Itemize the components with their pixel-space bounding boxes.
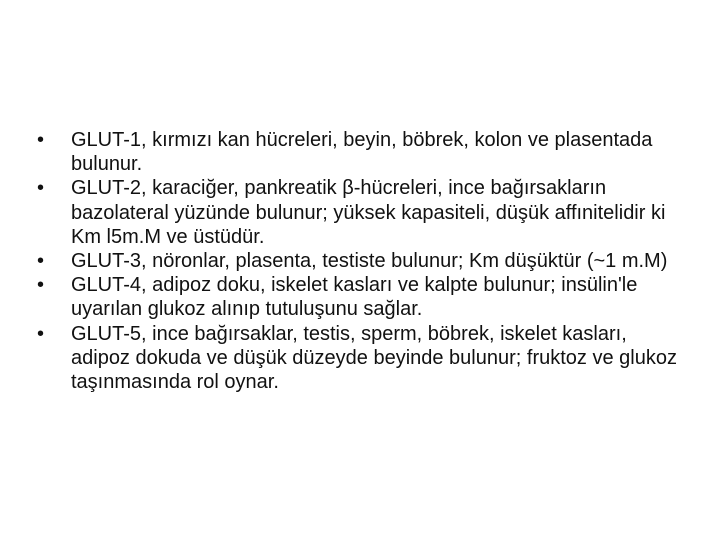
bullet-item-glut4 [37, 273, 677, 321]
bullet-list [37, 128, 677, 394]
bullet-text: GLUT-1, kırmızı kan hücreleri, beyin, böbrek, kolon ve plasentada bulunur. [71, 129, 653, 176]
bullet-icon: • [37, 322, 45, 345]
bullet-icon: • [37, 177, 45, 200]
bullet-item-glut5 [37, 322, 677, 395]
bullet-text: GLUT-2, karaciğer, pankreatik β-hücreleri, ince bağırsakların bazolateral yüzünde bulunur; yüksek kapasiteli, düşük affınitelidir ki Km l5m.M ve üstüdür. [71, 177, 666, 248]
bullet-item-glut2 [37, 176, 677, 249]
bullet-item-glut1 [37, 128, 677, 176]
bullet-text: GLUT-3, nöronlar, plasenta, testiste bulunur; Km düşüktür (~1 m.M) [71, 250, 668, 273]
bullet-text: GLUT-5, ince bağırsaklar, testis, sperm, böbrek, iskelet kasları, adipoz dokuda ve düşük düzeyde beyinde bulunur; fruktoz ve glukoz taşınmasında rol oynar. [71, 322, 677, 394]
bullet-item-glut3 [37, 249, 677, 273]
bullet-icon: • [37, 274, 45, 297]
bullet-icon: • [37, 129, 45, 151]
slide-body [37, 128, 677, 394]
bullet-text: GLUT-4, adipoz doku, iskelet kasları ve kalpte bulunur; insülin'le uyarılan glukoz alınıp tutuluşunu sağlar. [71, 274, 638, 321]
bullet-icon: • [37, 250, 45, 273]
